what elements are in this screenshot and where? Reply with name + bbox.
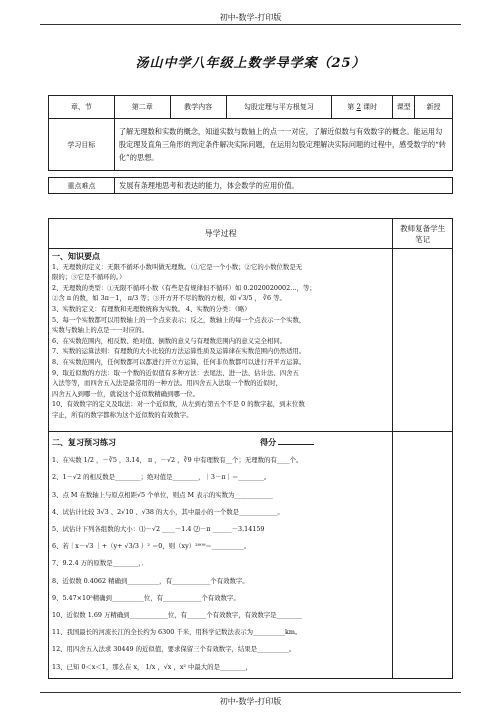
notes-column bbox=[393, 249, 453, 432]
section1-heading: 一、知识要点 bbox=[52, 251, 100, 261]
exercise-line: 6、若｜x－√3 ｜+（y+ √3/3 ）² ＝0，则（xy）²⁰⁰⁹＝__________。 bbox=[52, 542, 251, 551]
exercise-line: 4、试估计比较 3√3 、2√10 、√38 的大小，其中最小的一个数是____________。 bbox=[52, 507, 284, 516]
exercise-line: 8、近似数 0.4062 精确到__________，有____________个有效数字。 bbox=[52, 576, 249, 585]
goals-label: 学习目标 bbox=[49, 119, 115, 171]
process-table bbox=[48, 218, 453, 679]
practice-section bbox=[49, 432, 393, 679]
section2-heading-row bbox=[52, 434, 389, 452]
period-suffix: 课时 bbox=[363, 103, 378, 111]
score-blank[interactable] bbox=[278, 438, 314, 445]
knowledge-line: 10、有效数字的定义及取法：对一个近似数，从左到右第五个不是 0 的数字起，到末位数 bbox=[52, 400, 305, 409]
knowledge-line: 限的；③它是不循环的。） bbox=[52, 273, 126, 282]
knowledge-line: 字止，所有的数字都称为这个近似数的有效数字。 bbox=[52, 410, 193, 419]
exercise-line: 2、1－√2 的相反数是________；绝对值是________，｜3－π｜＝________。 bbox=[52, 473, 271, 482]
keypoints-table bbox=[48, 177, 453, 194]
period-cell bbox=[332, 96, 393, 119]
exercise-line: 9、5.47×10⁵精确到__________位，有____________个有效数字。 bbox=[52, 593, 240, 602]
process-label: 导学过程 bbox=[49, 219, 393, 249]
knowledge-line: 8、在实数范围内，任何数都可以都进行开立方运算，任何非负数都可以进行开平方运算。 bbox=[52, 357, 306, 366]
keypoints-label: 重点难点 bbox=[49, 178, 115, 194]
type-label: 课型 bbox=[393, 96, 415, 119]
page-header: 初中-数学-打印版 bbox=[219, 13, 282, 22]
notes-label: 教师复备学生笔记 bbox=[393, 219, 453, 249]
knowledge-section bbox=[49, 249, 393, 432]
type-value: 新授 bbox=[415, 96, 453, 119]
knowledge-line: 1、无理数的定义：无限不循环小数叫做无理数。（①它是一个小数；②它的小数位数是无 bbox=[52, 262, 303, 271]
knowledge-line: 2、无理数的类型：①无限不循环小数（有些是有规律但不循环）如 0.2020020002…，等； bbox=[52, 283, 316, 292]
exercise-line: 3、点 M 在数轴上与原点相距√5 个单位，则点 M 表示的实数为____________ bbox=[52, 490, 273, 499]
content-label: 教学内容 bbox=[170, 96, 226, 119]
knowledge-line: 5、每一个实数都可以用数轴上的一个点来表示；反之，数轴上的每一个点表示一个实数， bbox=[52, 315, 306, 324]
section2-heading: 二、复习预习练习 bbox=[52, 437, 116, 447]
knowledge-line: 9、取近似数的方法：取一个数的近似值有多种方法：去尾法、进一法、估计法、四舍五 bbox=[52, 368, 299, 377]
score-label: 得分 bbox=[260, 437, 277, 447]
period-number: 2 bbox=[356, 103, 361, 111]
exercise-line: 13、已知 0＜x＜1，那么在 x， 1/x ，√x ，x² 中最大的是________， bbox=[52, 662, 252, 671]
notes-column bbox=[393, 432, 453, 679]
chapter-label: 章、节 bbox=[49, 96, 115, 119]
content-value: 勾股定理与平方根复习 bbox=[226, 96, 332, 119]
goals-text: 了解无理数和实数的概念，知道实数与数轴上的点一一对应，了解近似数与有效数字的概念。能运用勾股定理及直角三角形的判定条件解决实际问题，在运用勾股定理解决实际问题的过程中，感受数学的“转化”的思想。 bbox=[114, 119, 452, 171]
knowledge-line: 实数与数轴上的点是一一对应的。 bbox=[52, 326, 148, 335]
exercise-line: 7、9.2.4 万的原数是________，． bbox=[52, 559, 148, 568]
page-footer: 初中-数学-打印版 bbox=[219, 697, 282, 706]
period-prefix: 第 bbox=[347, 103, 355, 111]
exercise-line: 12、用四舍五入法求 30449 的近似值，要求保留三个有效数字，结果是__________。 bbox=[52, 645, 296, 654]
keypoints-text: 发展有条理地思考和表达的能力，体会数学的应用价值。 bbox=[115, 178, 453, 194]
page-title: 汤山中学八年级上数学导学案（25） bbox=[135, 56, 366, 71]
exercise-line: 5、试估计下列各组数的大小：⑴－√2 ____－1.4 ⑵－π ______－3.14159 bbox=[52, 525, 265, 534]
knowledge-line: 6、在实数范围内，相反数、绝对值、倒数的意义与有理数范围内的意义完全相同。 bbox=[52, 336, 287, 345]
knowledge-line: 入法等等，而四舍五入法是最常用的一种方法。用四舍五入法取一个数的近似时， bbox=[52, 379, 283, 388]
knowledge-line: ②含 π 的数，如 3π－1， π/3 等；③开方开不尽的数的方根，如 √3/5 ， ∛6 等。 bbox=[52, 294, 286, 303]
knowledge-line: 7、实数的运算法则：有理数的大小比较的方法运算性质及运算律在实数范围内仍然适用。 bbox=[52, 347, 306, 356]
exercise-line: 10、近似数 1.69 万精确到____________位，有______个有效数字，有效数字是________ bbox=[52, 611, 303, 620]
exercise-line: 1、在实数 1/2 ，－∛5 ，3.14， π ，－√2 ，∛9 中有理数有__个；无理数的有____个。 bbox=[52, 456, 303, 465]
info-table bbox=[48, 95, 453, 171]
knowledge-line: 3、实数的定义：有理数和无理数统称为实数。 4、实数的分类：（略） bbox=[52, 304, 251, 313]
knowledge-line: 四舍五入到哪一位，就说这个近似数精确到哪一位。 bbox=[52, 389, 199, 398]
exercise-line: 11、我国最长的河流长江的全长约为 6300 千米，用科学记数法表示为__________km。 bbox=[52, 628, 302, 637]
chapter-value: 第二章 bbox=[114, 96, 170, 119]
footer-rule bbox=[40, 692, 461, 693]
header-rule bbox=[40, 24, 461, 25]
